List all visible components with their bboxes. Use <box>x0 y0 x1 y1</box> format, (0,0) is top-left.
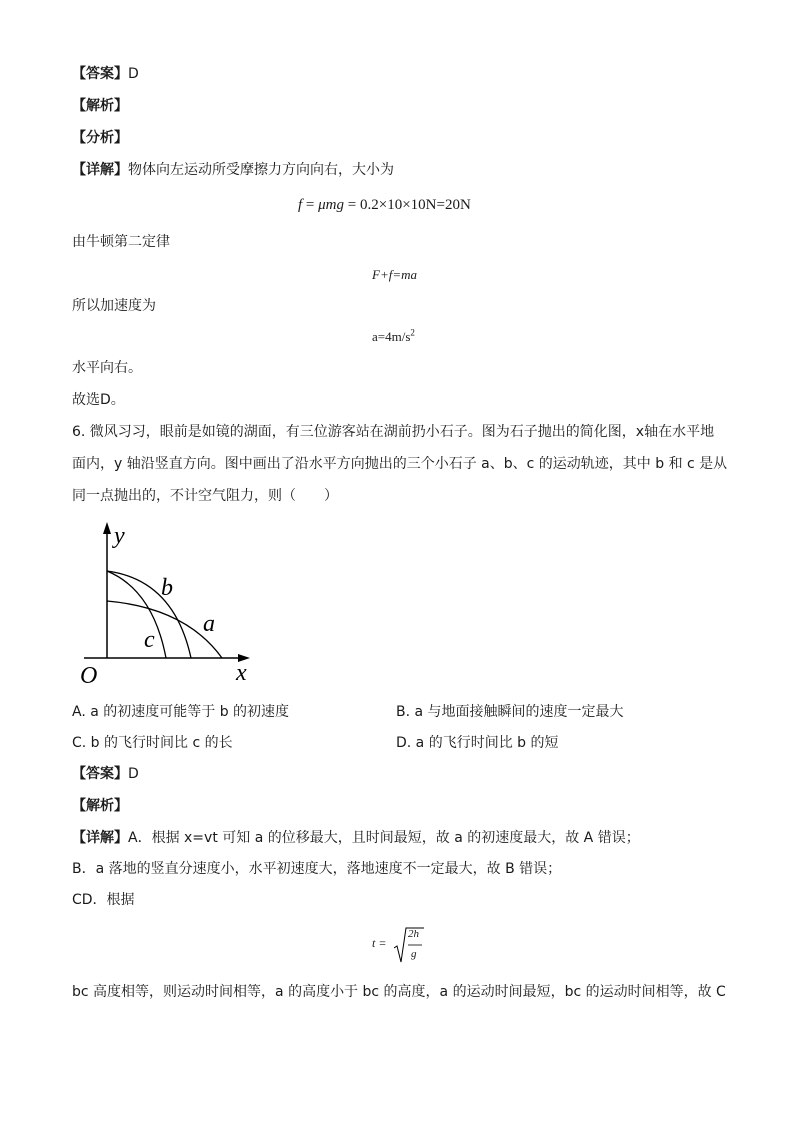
formula-newton: F+f=ma <box>372 267 417 282</box>
formula-t: t = <box>372 936 387 950</box>
answer-line-1 <box>72 64 139 84</box>
formula-mumg: μmg <box>318 197 345 213</box>
q6-answer-tag: 【答案】 <box>72 766 128 782</box>
newton-text: 由牛顿第二定律 <box>72 234 170 250</box>
formula-accel-sup: 2 <box>410 327 415 338</box>
formula-value: 0.2×10×10N=20N <box>359 197 471 213</box>
option-b[interactable]: B. a 与地面接触瞬间的速度一定最大 <box>396 704 624 720</box>
formula-accel <box>372 327 415 347</box>
detail-line-1 <box>72 160 394 180</box>
q6-detail-b: B．a 落地的竖直分速度小，水平初速度大，落地速度不一定最大，故 B 错误； <box>72 861 562 877</box>
q6-detail-cd: CD．根据 <box>72 892 135 908</box>
q6-detail-tag: 【详解】 <box>72 830 128 846</box>
direction-text: 水平向右。 <box>72 360 142 376</box>
answer-value: D <box>128 66 139 82</box>
q6-line-2: 面内，y 轴沿竖直方向。图中画出了沿水平方向抛出的三个小石子 a、b、c 的运动轨迹，其中 b 和 c 是从 <box>72 456 728 472</box>
label-a: a <box>203 611 215 637</box>
analysis-tag: 【解析】 <box>72 98 128 114</box>
q6-answer-line <box>72 764 139 784</box>
label-y: y <box>114 523 125 549</box>
label-c: c <box>144 627 155 653</box>
q6-line-1: 6. 微风习习，眼前是如镜的湖面，有三位游客站在湖前扔小石子。图为石子抛出的简化图，x轴在水平地 <box>72 424 715 440</box>
q6-answer-value: D <box>128 766 139 782</box>
trajectory-figure <box>76 518 266 693</box>
option-d[interactable]: D. a 的飞行时间比 b 的短 <box>396 735 559 751</box>
q6-detail-a-text: A．根据 x=vt 可知 a 的位移最大，且时间最短，故 a 的初速度最大，故 A 错误； <box>128 830 640 846</box>
choose-text: 故选D。 <box>72 392 125 408</box>
fenxi-tag: 【分析】 <box>72 130 128 146</box>
answer-tag: 【答案】 <box>72 66 128 82</box>
option-c[interactable]: C. b 的飞行时间比 c 的长 <box>72 735 233 751</box>
q6-detail-a <box>72 828 640 848</box>
formula-numerator: 2h <box>408 928 419 940</box>
detail-tag: 【详解】 <box>72 162 128 178</box>
label-b: b <box>161 575 173 601</box>
formula-f: f <box>298 197 303 213</box>
formula-denominator: g <box>411 948 417 960</box>
y-axis-arrow <box>103 522 111 534</box>
formula-accel-base: a=4m/s <box>372 329 411 344</box>
label-origin: O <box>80 663 98 689</box>
option-a[interactable]: A. a 的初速度可能等于 b 的初速度 <box>72 704 290 720</box>
q6-line-3: 同一点抛出的，不计空气阻力，则（ ） <box>72 488 338 504</box>
label-x: x <box>236 660 247 686</box>
trajectory-c <box>107 571 166 658</box>
detail-text: 物体向左运动所受摩擦力方向向右，大小为 <box>128 162 394 178</box>
q6-last-line: bc 高度相等，则运动时间相等，a 的高度小于 bc 的高度，a 的运动时间最短，bc 的运动时间相等，故 C <box>72 984 726 1000</box>
q6-analysis-tag: 【解析】 <box>72 798 128 814</box>
formula-friction: f = μmg = 0.2×10×10N=20N <box>298 197 471 213</box>
accel-text: 所以加速度为 <box>72 298 156 314</box>
